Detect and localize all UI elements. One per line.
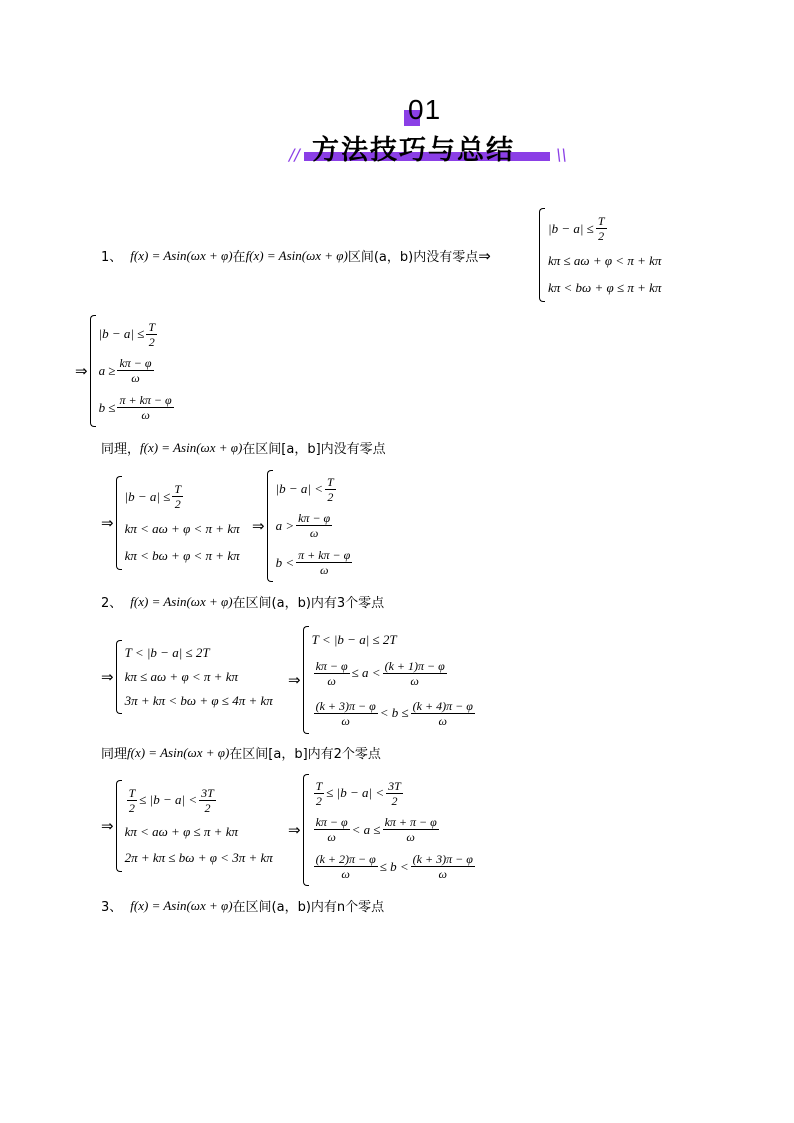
section-number: 01: [408, 94, 442, 125]
formula: f(x) = Asin(ωx + φ): [245, 247, 348, 263]
similarly-line-1: 同理， f(x) = Asin(ωx + φ) 在区间[a，b]内没有零点: [101, 439, 386, 457]
condition-system: |b − a| ≤ $\frac{T}{2}$ kπ ≤ aω + φ < π + kπ kπ < bω + φ ≤ π + kπ: [539, 208, 661, 302]
condition-system: ⇒ $\frac{T}{2}$ ≤ |b − a| < $\frac{3T}{2}$ $\frac{k\pi - \varphi}{\omega}$ < a ≤ $\frac{k\pi + \pi - \varphi}{\omega}$ $\frac{(k + 2)\pi - \varphi}{\omega}$ ≤ b < $\frac{(k + 3)\pi - \varphi}{\omega}$: [288, 774, 477, 886]
brace: [90, 315, 96, 427]
condition-system: ⇒ |b − a| < $\frac{T}{2}$ a > $\frac{k\pi - \varphi}{\omega}$ b < $\frac{\pi + k\pi - \varphi}{\omega}$: [252, 470, 354, 582]
similarly-line-2: 同理 f(x) = Asin(ωx + φ) 在区间[a，b]内有2个零点: [101, 744, 381, 762]
condition-system: ⇒ T < |b − a| ≤ 2T $\frac{k\pi - \varphi}{\omega}$ ≤ a < $\frac{(k + 1)\pi - \varphi}{\omega}$ $\frac{(k + 3)\pi - \varphi}{\omega}$ < b ≤ $\frac{(k + 4)\pi - \varphi}{\omega}$: [288, 626, 477, 734]
implies-arrow: ⇒: [478, 246, 491, 265]
condition-system: ⇒ $\frac{T}{2}$ ≤ |b − a| < $\frac{3T}{2}$ kπ < aω + φ ≤ π + kπ 2π + kπ ≤ bω + φ < 3π + kπ: [101, 780, 273, 872]
condition-system: ⇒ |b − a| ≤ $\frac{T}{2}$ kπ < aω + φ < π + kπ kπ < bω + φ < π + kπ: [101, 476, 240, 570]
item-label: 1、: [101, 250, 123, 265]
section-3-line: 3、 f(x) = Asin(ωx + φ) 在区间(a，b)内有n个零点: [101, 897, 385, 915]
brace: [539, 208, 545, 302]
header-slash-left: //: [289, 145, 300, 164]
condition-system: ⇒ |b − a| ≤ $\frac{T}{2}$ a ≥ $\frac{k\pi - \varphi}{\omega}$ b ≤ $\frac{\pi + k\pi - \varphi}{\omega}$: [75, 315, 176, 427]
condition-system: ⇒ T < |b − a| ≤ 2T kπ ≤ aω + φ < π + kπ 3π + kπ < bω + φ ≤ 4π + kπ: [101, 640, 273, 714]
text: 区间(a，b)内没有零点: [347, 250, 479, 265]
section-1-line: [101, 246, 493, 265]
section-2-line: 2、 f(x) = Asin(ωx + φ) 在区间(a，b)内有3个零点: [101, 593, 385, 611]
header-slash-right: \\: [556, 145, 567, 164]
section-title: 方法技巧与总结: [312, 135, 515, 166]
formula: f(x) = Asin(ωx + φ): [130, 247, 233, 263]
text: 在: [232, 250, 246, 265]
